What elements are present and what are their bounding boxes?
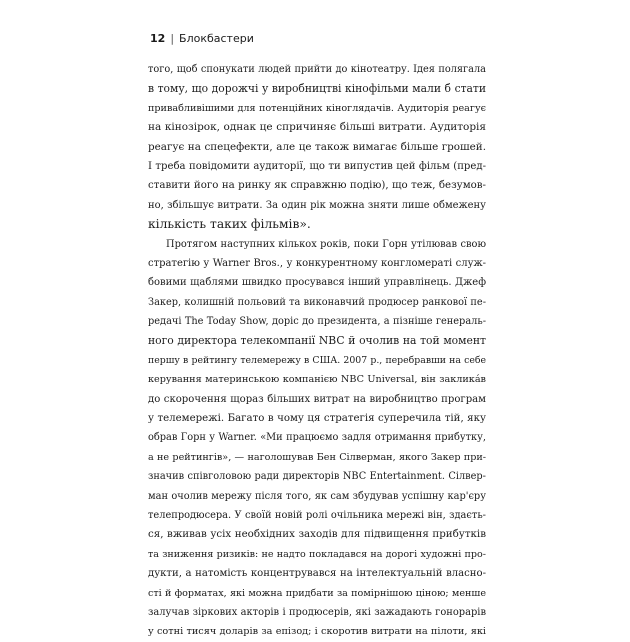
text-line: до скорочення щораз більших витрат на виробництво програм [148, 393, 486, 405]
text-line: першу в рейтингу телемережу в США. 2007 р., перебравши на себе [148, 354, 486, 366]
text-line: реагує на спецефекти, але це також вимагає більше грошей. [148, 140, 486, 153]
text-line: та зниження ризиків: не надто покладався на дорогі художні про- [148, 548, 486, 560]
text-line: ся, вживав усіх необхідних заходів для підвищення прибутків [148, 528, 486, 541]
text-line: того, щоб спонукати людей прийти до кінотеатру. Ідея полягала [148, 64, 486, 75]
body-text [148, 60, 486, 642]
header-separator: | [170, 32, 175, 45]
text-line: стратегію у Warner Bros., у конкурентному конгломераті служ- [148, 257, 486, 269]
text-line: Протягом наступних кількох років, поки Горн утілював свою [166, 238, 486, 250]
running-header [150, 32, 254, 45]
text-line: привабливішими для потенційних кіноглядачів. Аудиторія реагує [148, 102, 486, 114]
text-line: телепродюсера. У своїй новій ролі очільника мережі він, здаєть- [148, 509, 486, 521]
text-line: сті й форматах, які можна придбати за помірнішою ціною; менше [148, 587, 486, 599]
text-line: в тому, що дорожчі у виробництві кінофільми мали б стати [148, 82, 486, 96]
text-line: значив співголовою ради директорів NBC Entertainment. Сілвер- [148, 471, 486, 483]
chapter-title: Блокбастери [179, 32, 254, 45]
text-line: Закер, колишній польовий та виконавчий продюсер ранкової пе- [148, 296, 486, 308]
text-line: кількість таких фільмів». [148, 217, 311, 232]
text-line: у телемережі. Багато в чому ця стратегія суперечила тій, яку [148, 413, 486, 425]
text-line: но, збільшує витрати. За один рік можна зняти лише обмежену [148, 199, 486, 211]
page-number: 12 [150, 32, 166, 45]
text-line: а не рейтингів», — наголошував Бен Сілверман, якого Закер при- [148, 451, 486, 463]
text-line: ман очолив мережу після того, як сам збудував успішну кар'єру [148, 490, 486, 502]
text-line: бовими щаблями швидко просувався інший управлінець. Джеф [148, 277, 486, 289]
paragraph [148, 60, 486, 235]
text-line: залучав зіркових акторів і продюсерів, які зажадають гонорарів [148, 606, 486, 618]
text-line: обрав Горн у Warner. «Ми працюємо задля отримання прибутку, [148, 432, 486, 444]
text-line: на кінозірок, однак це спричиняє більші витрати. Аудиторія [148, 121, 486, 134]
text-line: ного директора телекомпанії NBC й очолив на той момент [148, 334, 486, 348]
text-line: дукти, а натомість концентрувався на інтелектуальній власно- [148, 568, 486, 580]
text-line: керування материнською компанією NBC Universal, він заклика́в [148, 374, 486, 386]
text-line: редачі The Today Show, доріс до президента, а пізніше генераль- [148, 316, 486, 328]
text-line: у сотні тисяч доларів за епізод; і скоротив витрати на пілоти, які [148, 626, 486, 638]
text-line: І треба повідомити аудиторії, що ти випустив цей фільм (пред- [148, 160, 486, 172]
paragraph [148, 235, 486, 642]
text-line: ставити його на ринку як справжню подію), що теж, безумов- [148, 180, 486, 192]
